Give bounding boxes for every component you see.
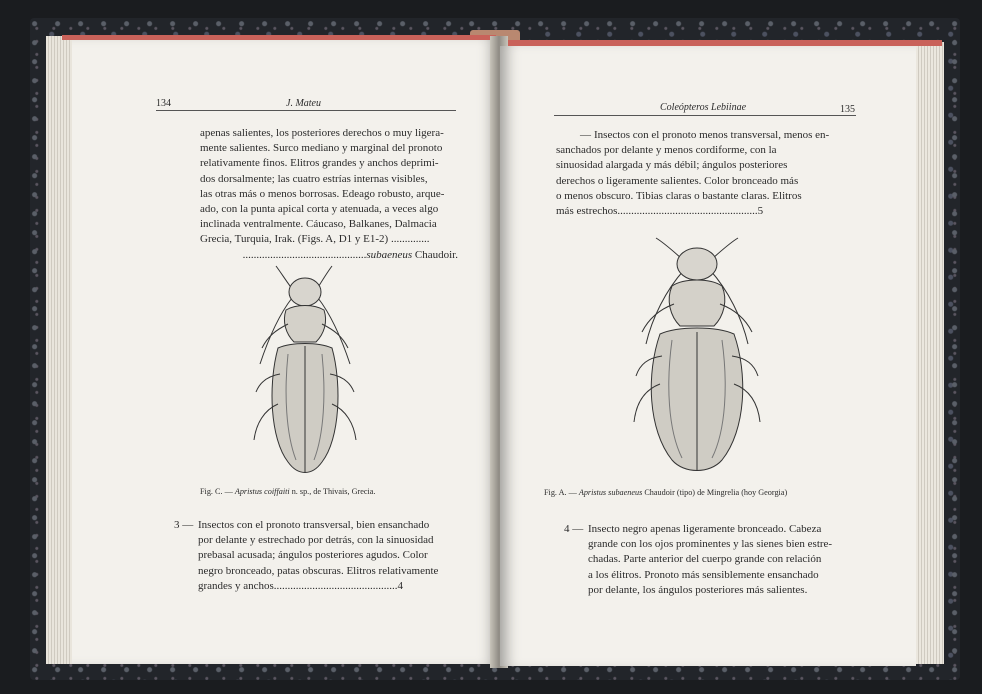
text-line: sinuosidad alargada y más débil; ángulos posteriores — [556, 159, 788, 172]
beetle-illustration — [248, 264, 362, 482]
text-line: derechos o ligeramente salientes. Color bronceado más — [556, 174, 799, 187]
page-number: 135 — [840, 104, 855, 115]
text-line: Insecto negro apenas ligeramente bronceado. Cabeza — [588, 523, 822, 535]
running-head: J. Mateu — [286, 98, 321, 109]
header-rule — [156, 110, 456, 111]
page-number: 134 — [156, 98, 171, 109]
text-line: Insectos con el pronoto transversal, bien ensanchado — [198, 519, 430, 531]
text-line: las otras más o menos borrosas. Edeago robusto, arque- — [200, 187, 445, 200]
text-line: prebasal acusada; ángulos posteriores agudos. Color — [198, 549, 428, 562]
text-line: mente salientes. Surco mediano y marginal del pronoto — [200, 142, 443, 155]
text-line: Insectos con el pronoto menos transversal, menos en- — [594, 129, 830, 141]
header-rule — [554, 115, 856, 116]
continuation-paragraph — [200, 126, 458, 263]
text-line: Grecia, Turquia, Irak. (Figs. A, D1 y E1-2) .............. — [200, 233, 430, 246]
text-line: negro bronceado, patas obscuras. Elitros relativamente — [198, 564, 439, 577]
text-line: por delante, los ángulos posteriores más salientes. — [588, 583, 808, 596]
entry-number: — — [580, 129, 591, 141]
left-page — [72, 40, 496, 664]
text-line: a los élitros. Pronoto más sensiblemente ensanchado — [588, 568, 819, 581]
text-line: ado, con la punta apical corta y atenuada, a veces algo — [200, 203, 439, 216]
figure-caption: Fig. A. — Apristus subaeneus Chaudoir (tipo) de Mingrelia (hoy Georgia) — [544, 488, 788, 497]
text-line: chadas. Parte anterior del cuerpo grande con relación — [588, 553, 822, 566]
text-line: o menos obscuro. Tibias claras o bastante claras. Elitros — [556, 189, 802, 202]
text-line: grandes y anchos.............................................4 — [198, 579, 404, 592]
text-line: más estrechos...................................................5 — [556, 205, 764, 217]
beetle-illustration — [626, 234, 768, 476]
species-name: subaeneus — [366, 248, 413, 261]
figure-caption: Fig. C. — Apristus coiffaiti n. sp., de Thivais, Grecia. — [200, 487, 376, 496]
running-head: Coleópteros Lebiinae — [660, 102, 747, 113]
text-line: apenas salientes, los posteriores derechos o muy ligera- — [200, 127, 444, 139]
text-line: relativamente finos. Elitros grandes y anchos deprimi- — [200, 157, 439, 170]
text-line: por delante y estrechado por detrás, con la sinuosidad — [198, 534, 434, 547]
right-page — [500, 46, 916, 666]
entry-number: 3 — — [174, 519, 194, 531]
text-line: dos dorsalmente; las cuatro estrías internas visibles, — [200, 172, 428, 185]
text-line: sanchados por delante y menos cordiforme, con la — [556, 144, 777, 157]
entry-number: 4 — — [564, 523, 584, 535]
text-line: inclinada ventralmente. Cáucaso, Balkanes, Dalmacia — [200, 218, 437, 231]
species-line: .............................................subaeneus Chaudoir. — [242, 248, 458, 261]
text-line: grande con los ojos prominentes y las sienes bien estre- — [588, 538, 833, 551]
